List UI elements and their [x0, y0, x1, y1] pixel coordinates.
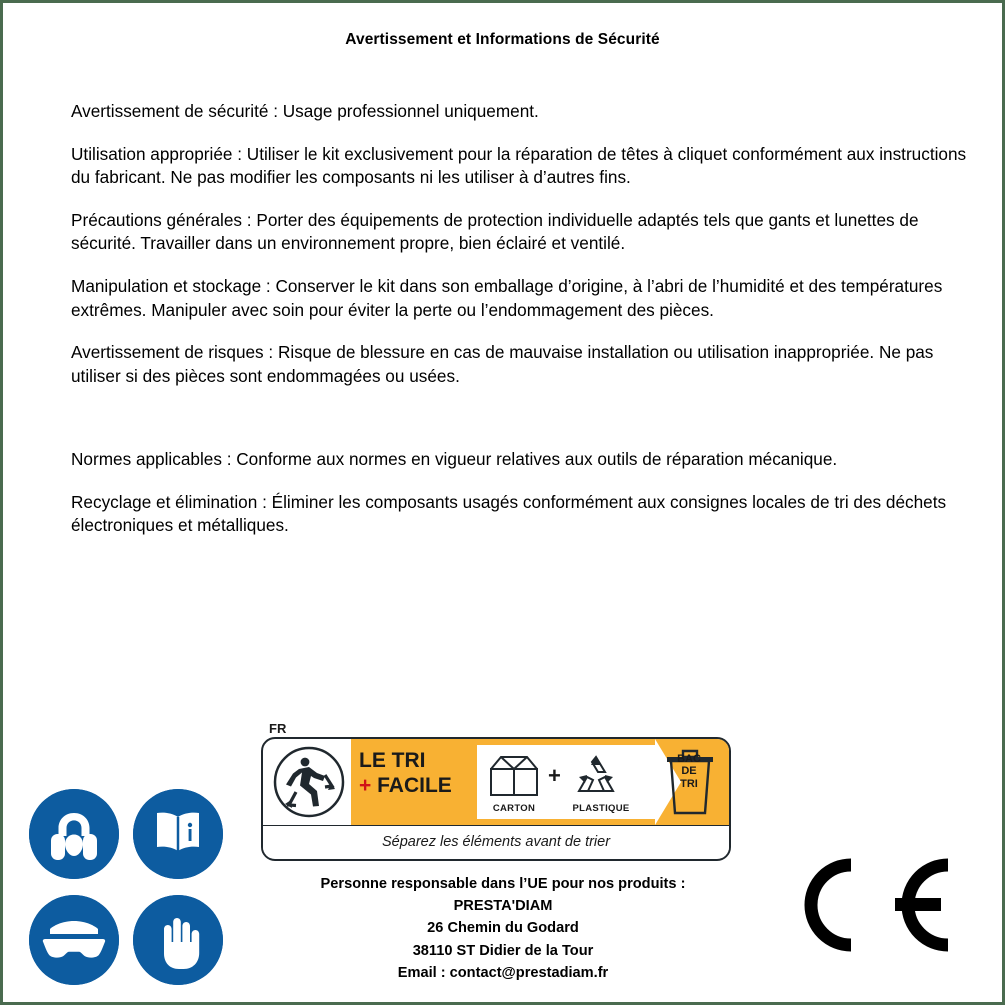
carton-box-icon — [483, 751, 545, 801]
triman-symbol-icon — [269, 743, 349, 821]
triman-recycling-label — [261, 721, 727, 859]
bin-label: BAC DE TRI — [677, 753, 701, 790]
paragraph-avertissement-risques: Avertissement de risques : Risque de blessure en cas de mauvaise installation ou utilisation inappropriée. Ne pas utiliser si des pièces sont endommagées ou usées. — [71, 342, 934, 386]
triman-headline-plus: + — [359, 773, 372, 797]
triman-headline — [359, 749, 477, 799]
triman-headline-line1: LE TRI — [359, 749, 426, 772]
paragraph-normes-applicables: Normes applicables : Conforme aux normes en vigueur relatives aux outils de réparation mécanique. — [71, 449, 838, 470]
responsible-person-heading: Personne responsable dans l’UE pour nos produits : — [320, 876, 686, 892]
responsible-person-city: 38110 ST Didier de la Tour — [412, 942, 594, 959]
eye-protection-icon — [29, 895, 119, 985]
ear-protection-icon — [29, 789, 119, 879]
triman-footer-text: Séparez les éléments avant de trier — [263, 825, 729, 858]
triman-plus-separator: + — [548, 763, 561, 788]
triman-headline-line2: FACILE — [377, 773, 452, 797]
safety-information-body — [71, 49, 980, 538]
paragraph-utilisation-appropriee: Utilisation appropriée : Utiliser le kit exclusivement pour la réparation de têtes à cliquet conformément aux instructions du fabricant. Ne pas modifier les composants ni les utiliser à d’autres fins. — [71, 143, 967, 188]
paragraph-manipulation-stockage: Manipulation et stockage : Conserver le kit dans son emballage d’origine, à l’abri de l’humidité et des températures extrêmes. Manipuler avec soin pour éviter la perte ou l’endommagement des pièces. — [71, 276, 943, 320]
paragraph-recyclage-elimination: Recyclage et élimination : Éliminer les composants usagés conformément aux consignes locales de tri des déchets électroniques et métalliques. — [71, 491, 947, 536]
responsible-person-email: Email : contact@prestadiam.fr — [397, 964, 609, 981]
paragraph-avertissement-securite: Avertissement de sécurité : Usage professionnel uniquement. — [71, 101, 539, 122]
read-manual-icon — [133, 789, 223, 879]
responsible-person-company: PRESTA'DIAM — [453, 898, 553, 915]
responsible-person-street: 26 Chemin du Godard — [427, 920, 579, 937]
plastique-caption: PLASTIQUE — [572, 803, 630, 814]
plastic-recycle-icon — [565, 751, 627, 801]
page-title: Avertissement et Informations de Sécurité — [345, 31, 660, 48]
triman-country-code: FR — [269, 721, 287, 736]
responsible-person-block — [193, 873, 813, 984]
ce-mark-icon — [803, 855, 953, 955]
paragraph-precautions-generales: Précautions générales : Porter des équipements de protection individuelle adaptés tels que gants et lunettes de sécurité. Travailler dans un environnement propre, bien éclairé et ventilé. — [71, 209, 919, 254]
carton-caption: CARTON — [492, 803, 536, 814]
